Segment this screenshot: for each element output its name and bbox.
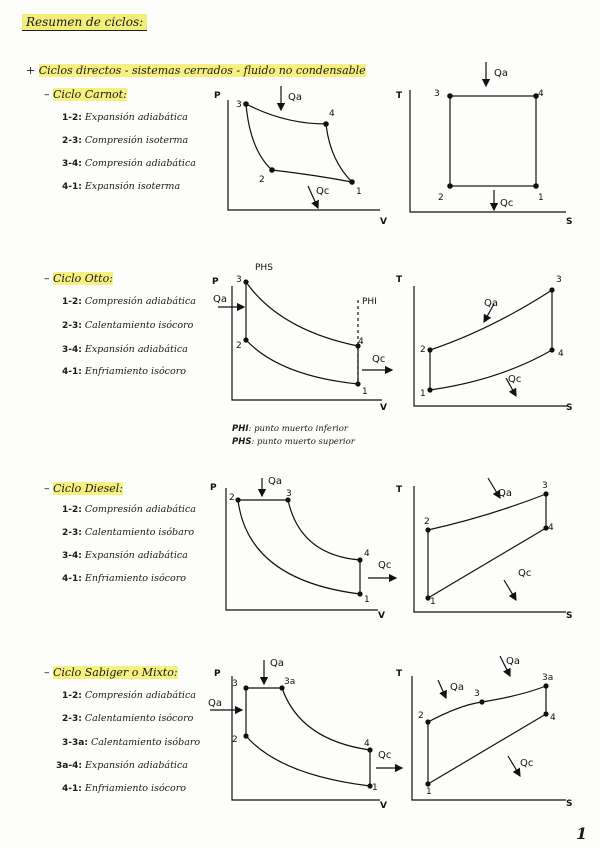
otto-pv-axis-p: P <box>212 277 219 287</box>
otto-note-phs: PHS: punto muerto superior <box>232 437 355 447</box>
diesel-ts-label-3: 3 <box>542 481 548 491</box>
sabiger-pv-label-3a: 3a <box>284 677 296 687</box>
carnot-pv-curve-4-1 <box>326 124 352 182</box>
otto-step-4: 4-1: Enfriamiento isócoro <box>62 366 186 377</box>
carnot-ts-label-3: 3 <box>434 89 440 99</box>
otto-ts-label-1: 1 <box>420 389 426 399</box>
carnot-pv-label-4: 4 <box>329 109 335 119</box>
diesel-pv-curve-3-4 <box>288 500 360 560</box>
diesel-ts-diagram <box>414 478 566 612</box>
sabiger-pv-diagram <box>210 660 402 800</box>
cycle-carnot-name: Ciclo Carnot: <box>53 88 127 101</box>
sabiger-pv-qa-top-label: Qa <box>270 658 284 669</box>
sabiger-ts-qa-left-label: Qa <box>450 682 464 693</box>
carnot-step-2: 2-3: Compresión isoterma <box>62 135 189 146</box>
carnot-ts-axis-t: T <box>396 91 403 101</box>
diesel-ts-qa-label: Qa <box>498 488 512 499</box>
cycle-otto-name: Ciclo Otto: <box>53 272 113 285</box>
diesel-pv-curve-2-1 <box>238 500 360 594</box>
cycle-diesel-heading: – Ciclo Diesel: <box>44 482 123 495</box>
otto-ts-label-3: 3 <box>556 275 562 285</box>
diesel-ts-label-2: 2 <box>424 517 430 527</box>
diesel-pv-label-2: 2 <box>229 493 235 503</box>
diesel-pv-axis-v: V <box>378 611 385 621</box>
sabiger-ts-curve-2-3 <box>428 702 482 722</box>
sabiger-pv-curve-2-1 <box>246 736 370 786</box>
diesel-ts-qc-label: Qc <box>518 568 532 579</box>
sabiger-pv-label-4: 4 <box>364 739 370 749</box>
diesel-pv-axis-p: P <box>210 483 217 493</box>
carnot-pv-point-1 <box>350 180 354 184</box>
otto-pv-qc-label: Qc <box>372 354 386 365</box>
diesel-pv-qa-label: Qa <box>268 476 282 487</box>
sabiger-pv-axis-p: P <box>214 669 221 679</box>
otto-step-1: 1-2: Compresión adiabática <box>62 296 196 307</box>
otto-ts-label-4: 4 <box>558 349 564 359</box>
diesel-ts-label-1: 1 <box>430 597 436 607</box>
carnot-pv-curve-3-4 <box>246 104 326 124</box>
otto-note-phi: PHI: punto muerto inferior <box>232 424 348 434</box>
carnot-pv-label-2: 2 <box>259 175 265 185</box>
cycle-sabiger-heading: – Ciclo Sabiger o Mixto: <box>44 666 178 679</box>
otto-ts-axis-s: S <box>566 403 573 413</box>
sabiger-ts-label-3a: 3a <box>542 673 554 683</box>
page-title: Resumen de ciclos: <box>22 14 147 31</box>
otto-pv-label-4: 4 <box>358 337 364 347</box>
diesel-pv-qc-label: Qc <box>378 560 392 571</box>
carnot-pv-qa-label: Qa <box>288 92 302 103</box>
diesel-pv-axes <box>226 488 378 610</box>
carnot-pv-curve-2-1 <box>272 170 352 182</box>
sabiger-ts-qc-arrow <box>508 756 520 776</box>
otto-ts-curve-1-4 <box>430 350 552 390</box>
intro-text: Ciclos directos - sistemas cerrados - fluido no condensable <box>38 64 366 77</box>
sabiger-ts-label-3: 3 <box>474 689 480 699</box>
carnot-step-4: 4-1: Expansión isoterma <box>62 181 181 192</box>
cycle-carnot-heading: – Ciclo Carnot: <box>44 88 127 101</box>
carnot-pv-qc-label: Qc <box>316 186 330 197</box>
otto-step-3: 3-4: Expansión adiabática <box>62 344 188 355</box>
sabiger-pv-label-3: 3 <box>232 679 238 689</box>
sabiger-step-2: 2-3: Calentamiento isócoro <box>62 713 194 724</box>
carnot-ts-label-2: 2 <box>438 193 444 203</box>
sabiger-pv-label-2: 2 <box>232 735 238 745</box>
diesel-ts-label-4: 4 <box>548 523 554 533</box>
otto-pv-qa-label: Qa <box>213 294 227 305</box>
sabiger-ts-qa-right-label: Qa <box>506 656 520 667</box>
sabiger-ts-label-2: 2 <box>418 711 424 721</box>
cycle-sabiger-name: Ciclo Sabiger o Mixto: <box>53 666 178 679</box>
sabiger-ts-line-1-4 <box>428 714 546 784</box>
otto-ts-label-2: 2 <box>420 345 426 355</box>
cycle-diesel-name: Ciclo Diesel: <box>53 482 123 495</box>
diesel-pv-label-4: 4 <box>364 549 370 559</box>
otto-pv-axis-v: V <box>380 403 387 413</box>
carnot-ts-axis-s: S <box>566 217 573 227</box>
diesel-ts-curve-2-3 <box>428 494 546 530</box>
otto-pv-phs-label: PHS <box>255 263 273 273</box>
diesel-ts-axis-t: T <box>396 485 403 495</box>
carnot-pv-axis-v: V <box>380 217 387 227</box>
carnot-step-1: 1-2: Expansión adiabática <box>62 112 188 123</box>
sabiger-ts-axes <box>412 676 566 800</box>
carnot-pv-label-1: 1 <box>356 187 362 197</box>
sabiger-ts-label-1: 1 <box>426 787 432 797</box>
otto-pv-label-2: 2 <box>236 341 242 351</box>
diesel-pv-label-3: 3 <box>286 489 292 499</box>
diesel-step-4: 4-1: Enfriamiento isócoro <box>62 573 186 584</box>
carnot-pv-axis-p: P <box>214 91 221 101</box>
sabiger-ts-curve-3-3a <box>482 686 546 702</box>
diesel-ts-axis-s: S <box>566 611 573 621</box>
sabiger-ts-label-4: 4 <box>550 713 556 723</box>
otto-ts-axis-t: T <box>396 275 403 285</box>
sabiger-ts-qa-left-arrow <box>438 680 446 698</box>
diesel-step-1: 1-2: Compresión adiabática <box>62 504 196 515</box>
carnot-ts-rectangle <box>450 96 536 186</box>
sabiger-step-4: 3a-4: Expansión adiabática <box>56 760 188 771</box>
sabiger-pv-qc-label: Qc <box>378 750 392 761</box>
intro-bullet: + <box>26 64 36 77</box>
carnot-pv-point-3 <box>244 102 248 106</box>
carnot-pv-point-4 <box>324 122 328 126</box>
otto-ts-qc-label: Qc <box>508 374 522 385</box>
diagram-labels <box>208 68 572 811</box>
otto-pv-phi-label: PHI <box>362 297 377 307</box>
carnot-step-3: 3-4: Compresión adiabática <box>62 158 196 169</box>
sabiger-pv-curve-3a-4 <box>282 688 370 750</box>
otto-pv-curve-2-1 <box>246 340 358 384</box>
sabiger-ts-axis-s: S <box>566 799 573 809</box>
sabiger-step-3: 3-3a: Calentamiento isóbaro <box>62 737 201 748</box>
carnot-ts-label-1: 1 <box>538 193 544 203</box>
carnot-ts-qa-label: Qa <box>494 68 508 79</box>
diesel-ts-qc-arrow <box>504 580 516 600</box>
otto-step-2: 2-3: Calentamiento isócoro <box>62 320 194 331</box>
sabiger-step-5: 4-1: Enfriamiento isócoro <box>62 783 186 794</box>
otto-pv-curve-3-4 <box>246 282 358 346</box>
carnot-ts-label-4: 4 <box>538 89 544 99</box>
diesel-pv-diagram <box>226 478 396 610</box>
sabiger-pv-label-1: 1 <box>372 783 378 793</box>
sabiger-pv-axes <box>232 676 380 800</box>
cycle-otto-heading: – Ciclo Otto: <box>44 272 113 285</box>
sabiger-ts-axis-t: T <box>396 669 403 679</box>
diesel-step-3: 3-4: Expansión adiabática <box>62 550 188 561</box>
diesel-step-2: 2-3: Calentamiento isóbaro <box>62 527 195 538</box>
carnot-pv-point-2 <box>270 168 274 172</box>
sabiger-pv-axis-v: V <box>380 801 387 811</box>
sabiger-pv-qa-left-label: Qa <box>208 698 222 709</box>
carnot-ts-diagram <box>410 62 566 212</box>
otto-ts-qa-label: Qa <box>484 298 498 309</box>
carnot-pv-label-3: 3 <box>236 100 242 110</box>
sabiger-ts-qc-label: Qc <box>520 758 534 769</box>
carnot-ts-qc-label: Qc <box>500 198 514 209</box>
diesel-ts-line-1-4 <box>428 528 546 598</box>
otto-pv-label-1: 1 <box>362 387 368 397</box>
page-number: 1 <box>576 824 588 843</box>
otto-pv-label-3: 3 <box>236 275 242 285</box>
sabiger-step-1: 1-2: Compresión adiabática <box>62 690 196 701</box>
diesel-pv-label-1: 1 <box>364 595 370 605</box>
